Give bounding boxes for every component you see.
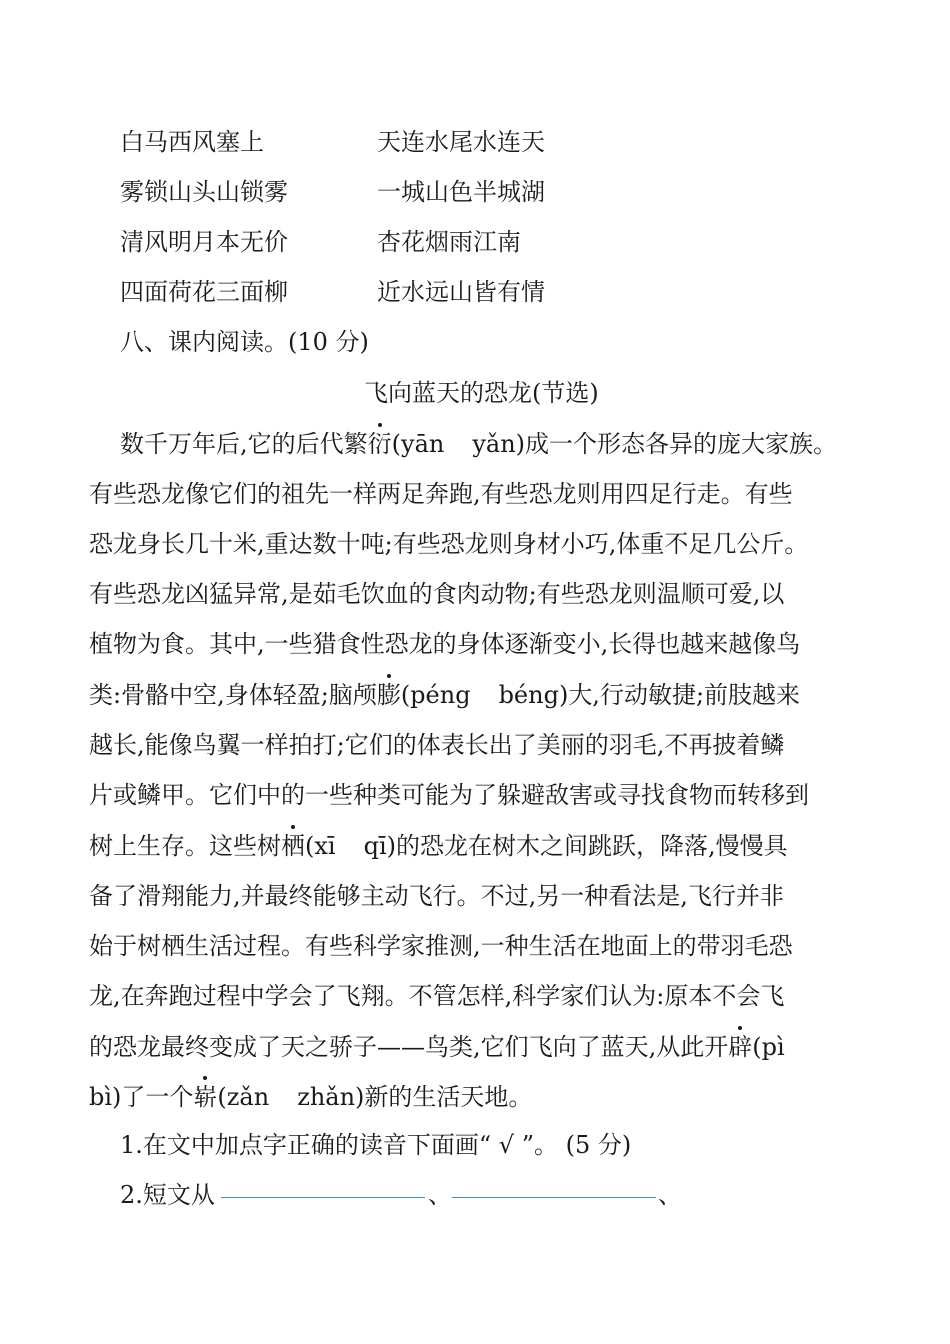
couplet-left-2: 雾锁山头山锁雾 [120,178,288,206]
dotted-char: 衍 [367,430,392,458]
passage-line-6: 类:骨骼中空,身体轻盈;脑颅膨(péng béng)大,行动敏捷;前肢越来 [89,681,801,709]
couplet-right-1: 天连水尾水连天 [377,128,545,156]
couplet-right-3: 杏花烟雨江南 [377,228,521,256]
passage-line-9: 树上生存。这些树栖(xī qī)的恐龙在树木之间跳跃，降落,慢慢具 [89,832,788,860]
passage-line-11: 始于树栖生活过程。有些科学家推测,一种生活在地面上的带羽毛恐 [89,932,793,960]
passage-line-12: 龙,在奔跑过程中学会了飞翔。不管怎样,科学家们认为:原本不会飞 [89,982,785,1010]
couplet-left-1: 白马西风塞上 [120,128,264,156]
couplet-left-3: 清风明月本无价 [120,228,288,256]
passage-line-3: 恐龙身长几十米,重达数十吨;有些恐龙则身材小巧,体重不足几公斤。 [89,530,809,558]
answer-blank-2[interactable] [452,1197,656,1198]
passage-line-14: bì)了一个崭(zǎn zhǎn)新的生活天地。 [89,1083,533,1111]
passage-line-2: 有些恐龙像它们的祖先一样两足奔跑,有些恐龙则用四足行走。有些 [89,480,793,508]
dotted-char: 崭 [193,1083,218,1111]
couplet-right-2: 一城山色半城湖 [377,178,545,206]
question-2-prefix: 2.短文从 [120,1181,215,1209]
question-2-separator-1: 、 [428,1181,452,1209]
passage-title: 飞向蓝天的恐龙(节选) [364,379,599,407]
dotted-char: 辟 [728,1033,753,1061]
question-2-separator-2: 、 [658,1181,682,1209]
answer-blank-1[interactable] [221,1197,425,1198]
passage-line-1: 数千万年后,它的后代繁衍(yān yǎn)成一个形态各异的庞大家族。 [120,430,838,458]
couplet-left-4: 四面荷花三面柳 [120,278,288,306]
passage-line-10: 备了滑翔能力,并最终能够主动飞行。不过,另一种看法是,飞行并非 [89,882,784,910]
passage-line-5: 植物为食。其中,一些猎食性恐龙的身体逐渐变小,长得也越来越像鸟 [89,630,801,658]
couplet-right-4: 近水远山皆有情 [377,278,545,306]
section-title: 八、课内阅读。(10 分) [120,328,369,356]
passage-line-8: 片或鳞甲。它们中的一些种类可能为了躲避敌害或寻找食物而转移到 [89,781,809,809]
dotted-char: 栖 [281,832,305,860]
passage-line-4: 有些恐龙凶猛异常,是茹毛饮血的食肉动物;有些恐龙则温顺可爱,以 [89,580,785,608]
dotted-char: 膨 [376,681,401,709]
question-1: 1.在文中加点字正确的读音下面画“ √ ”。 (5 分) [120,1131,632,1159]
passage-line-13: 的恐龙最终变成了天之骄子——鸟类,它们飞向了蓝天,从此开辟(pì [89,1033,785,1061]
passage-line-7: 越长,能像鸟翼一样拍打;它们的体表长出了美丽的羽毛,不再披着鳞 [89,731,785,759]
